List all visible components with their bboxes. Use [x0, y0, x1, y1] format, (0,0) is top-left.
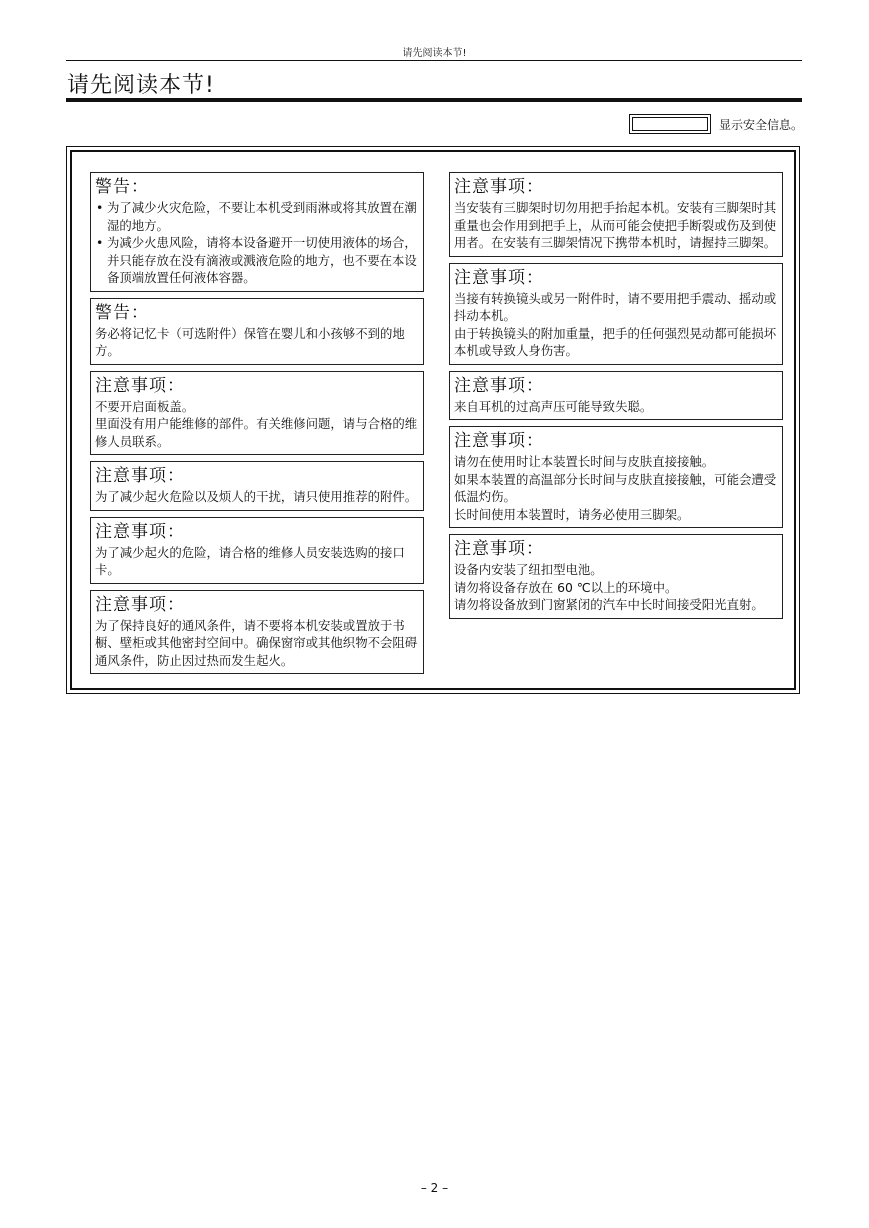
notice-text: 务必将记忆卡（可选附件）保管在婴儿和小孩够不到的地方。	[95, 325, 405, 358]
notice-heading: 警告：	[95, 177, 149, 197]
notice-text: 如果本装置的高温部分长时间与皮肤直接接触，可能会遭受低温灼伤。	[454, 471, 777, 504]
notice-text: 长时间使用本装置时，请务必使用三脚架。	[454, 506, 690, 522]
notice-text: 为了减少起火危险以及烦人的干扰，请只使用推荐的附件。	[95, 489, 418, 504]
caution-notice	[449, 172, 783, 257]
notice-heading: 注意事项：	[95, 594, 185, 615]
caution-notice	[449, 371, 783, 421]
title-rule	[66, 98, 802, 102]
notice-text: 来自耳机的过高声压可能导致失聪。	[454, 398, 653, 414]
notice-text: 为了保持良好的通风条件，请不要将本机安装或置放于书橱、壁柜或其他密封空间中。确保窗帘或其他织物不会阻碍通风条件，防止因过热而发生起火。	[95, 617, 418, 668]
notice-heading: 注意事项：	[454, 431, 544, 451]
notice-heading: 注意事项：	[454, 177, 544, 197]
caution-notice	[449, 426, 783, 528]
list-item: • 为减少火患风险，请将本设备避开一切使用液体的场合，并只能存放在没有滴液或溅液危险的地方，也不要在本设备顶端放置任何液体容器。	[95, 234, 419, 287]
safety-legend	[629, 114, 803, 134]
notice-heading: 注意事项：	[454, 267, 544, 288]
list-item: • 为了减少火灾危险，不要让本机受到雨淋或将其放置在潮湿的地方。	[95, 199, 419, 234]
left-column	[90, 172, 424, 680]
caution-notice	[449, 263, 783, 365]
notice-text: 为了减少起火的危险，请合格的维修人员安装选购的接口卡。	[95, 544, 405, 577]
right-column	[449, 172, 783, 625]
safety-frame	[66, 146, 800, 694]
notice-heading: 注意事项：	[95, 375, 185, 396]
notice-text: 当安装有三脚架时切勿用把手抬起本机。安装有三脚架时其重量也会作用到把手上，从而可能会使把手断裂或伤及到使用者。在安装有三脚架情况下携带本机时，请握持三脚架。	[454, 200, 777, 250]
notice-heading: 注意事项：	[454, 539, 544, 559]
caution-notice	[90, 461, 424, 511]
legend-text: 显示安全信息。	[718, 117, 803, 132]
notice-text: 不要开启面板盖。	[95, 398, 195, 414]
page-title: 请先阅读本节!	[67, 73, 215, 98]
notice-heading: 注意事项：	[454, 375, 544, 396]
notice-text: 请勿将设备放到门窗紧闭的汽车中长时间接受阳光直射。	[454, 597, 764, 612]
running-head: 请先阅读本节!	[402, 48, 467, 59]
caution-notice	[90, 590, 424, 675]
notice-text: 由于转换镜头的附加重量，把手的任何强烈晃动都可能损坏本机或导致人身伤害。	[454, 325, 777, 358]
caution-notice	[449, 534, 783, 619]
notice-text: 当接有转换镜头或另一附件时，请不要用把手震动、摇动或抖动本机。	[454, 290, 777, 323]
notice-text: 设备内安装了纽扣型电池。	[454, 562, 603, 577]
header-rule	[66, 60, 802, 61]
notice-heading: 注意事项：	[95, 521, 185, 542]
warning-notice	[90, 172, 424, 292]
notice-text: 请勿将设备存放在 60 ℃以上的环境中。	[454, 579, 678, 595]
notice-text: 请勿在使用时让本装置长时间与皮肤直接接触。	[454, 454, 715, 469]
page-number: – 2 –	[420, 1181, 449, 1195]
caution-notice	[90, 517, 424, 584]
warning-notice	[90, 298, 424, 365]
safety-box-symbol	[629, 114, 711, 134]
safety-frame-inner	[70, 150, 796, 690]
notice-heading: 警告：	[95, 302, 149, 323]
notice-list	[95, 199, 419, 287]
notice-text: 里面没有用户能维修的部件。有关维修问题，请与合格的维修人员联系。	[95, 416, 418, 449]
caution-notice	[90, 371, 424, 456]
notice-heading: 注意事项：	[95, 466, 185, 486]
